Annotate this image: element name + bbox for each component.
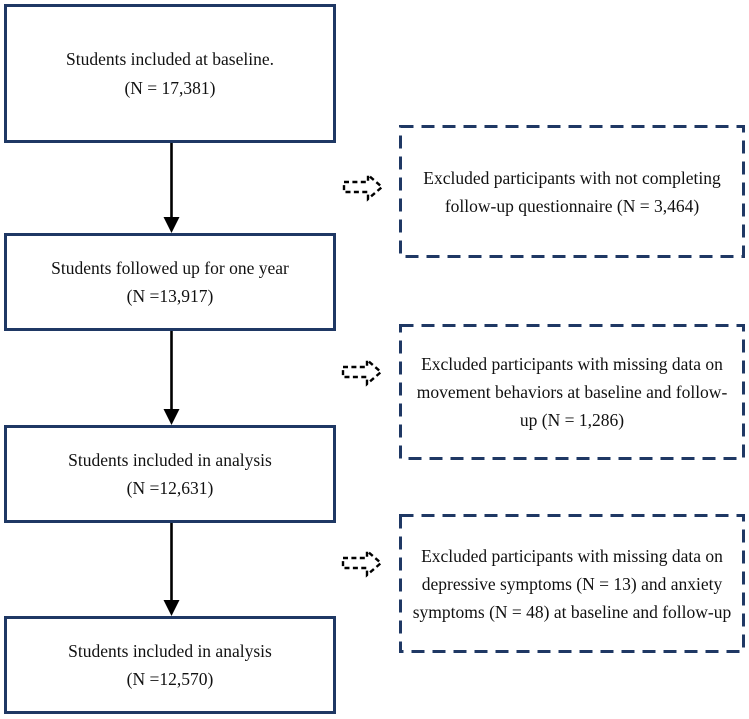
exclusion-box-followup-questionnaire xyxy=(399,125,745,258)
flow-box-analysis-1 xyxy=(4,425,336,523)
flow-box-baseline xyxy=(4,4,336,143)
exclusion-box-text: Excluded participants with not completing follow-up questionnaire (N = 3,464) xyxy=(423,167,721,216)
exclusion-box-symptoms xyxy=(399,514,745,653)
flow-box-analysis-2 xyxy=(4,616,336,714)
exclusion-box-text: Excluded participants with missing data on movement behaviors at baseline and follow-up (N = 1,286) xyxy=(416,354,728,430)
flow-box-count: (N =12,631) xyxy=(126,478,214,498)
flow-box-count: (N = 17,381) xyxy=(124,77,216,98)
exclusion-box-movement-behaviors xyxy=(399,324,745,460)
dashed-block-arrow-icon xyxy=(342,172,384,202)
flow-box-count: (N =12,570) xyxy=(126,669,214,689)
down-arrow-icon xyxy=(163,143,180,233)
down-arrow-icon xyxy=(163,523,180,616)
dashed-block-arrow-icon xyxy=(341,357,383,387)
flow-box-label: Students included at baseline. xyxy=(65,49,274,70)
dashed-block-arrow-icon xyxy=(341,548,383,578)
flow-box-label: Students followed up for one year xyxy=(51,257,289,278)
exclusion-box-text: Excluded participants with missing data on depressive symptoms (N = 13) and anxiety symptoms (N = 48) at baseline and follow-up xyxy=(412,545,732,622)
down-arrow-icon xyxy=(163,331,180,425)
flow-box-count: (N =13,917) xyxy=(126,286,214,306)
flow-box-label: Students included in analysis xyxy=(68,640,272,661)
flow-box-label: Students included in analysis xyxy=(68,449,272,470)
flow-box-followed-up xyxy=(4,233,336,331)
